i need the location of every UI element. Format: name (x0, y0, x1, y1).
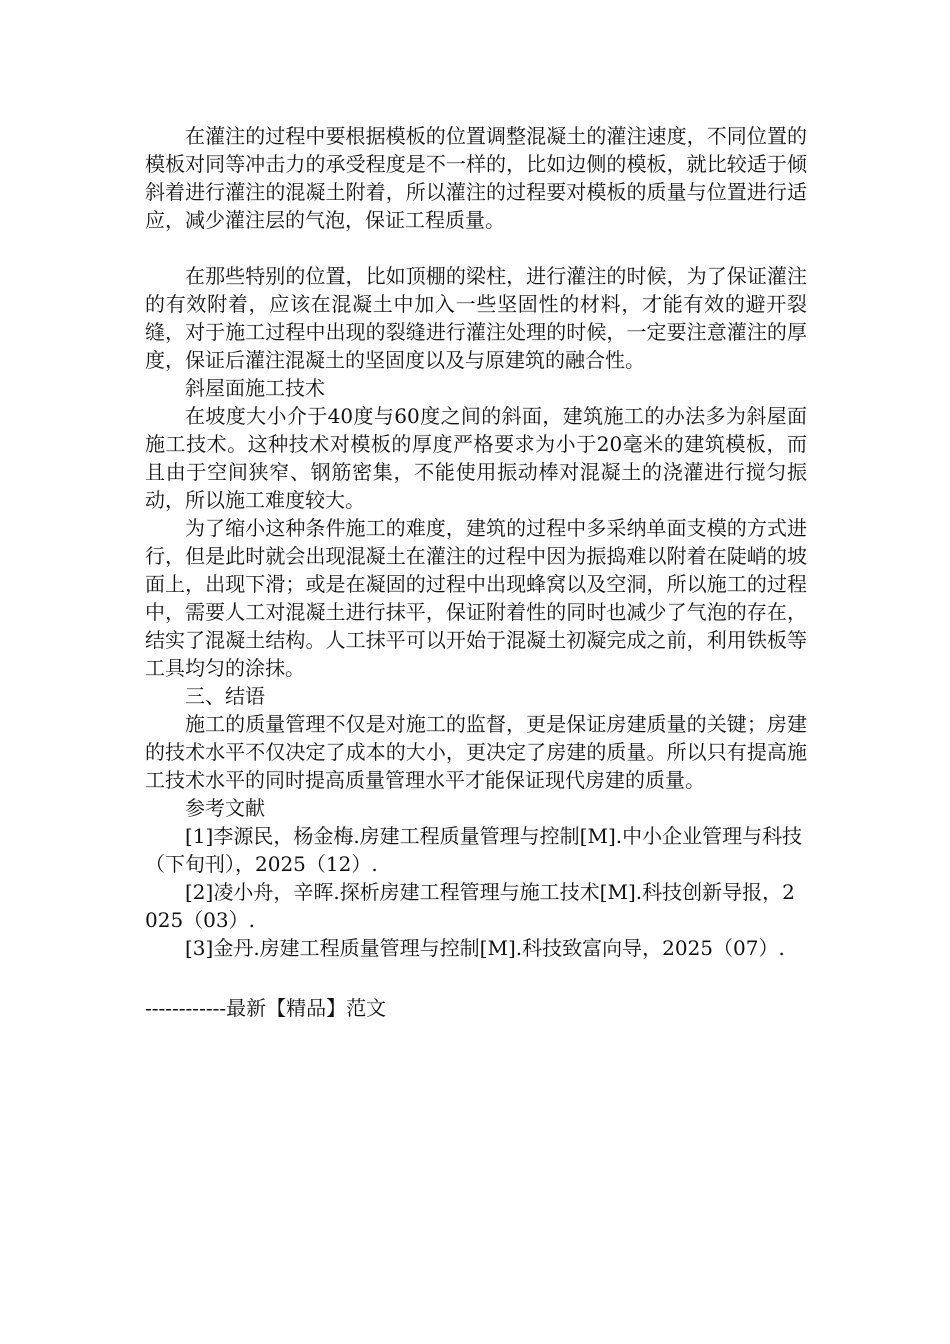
section-heading-slope-roof: 斜屋面施工技术 (185, 376, 325, 400)
footer-banner: ------------最新【精品】范文 (145, 996, 387, 1020)
paragraph-single-side-formwork: 为了缩小这种条件施工的难度，建筑的过程中多采纳单面支模的方式进行，但是此时就会出现混凝土在灌注的过程中因为振捣难以附着在陡峭的坡面上，出现下滑；或是在凝固的过程中出现蜂窝以及空洞，所以施工的过程中，需要人工对混凝土进行抹平，保证附着性的同时也减少了气泡的存在，结实了混凝土结构。人工抹平可以开始于混凝土初凝完成之前，利用铁板等工具均匀的涂抹。 (145, 516, 807, 680)
reference-item: [1]李源民，杨金梅.房建工程质量管理与控制[M].中小企业管理与科技（下旬刊），2025（12）. (145, 824, 803, 876)
reference-item: [2]凌小舟，辛晖.探析房建工程管理与施工技术[M].科技创新导报，2025（03）. (145, 880, 795, 932)
section-heading-conclusion: 三、结语 (185, 684, 265, 708)
paragraph-spacer (145, 234, 807, 262)
paragraph-slope-technique: 在坡度大小介于40度与60度之间的斜面，建筑施工的办法多为斜屋面施工技术。这种技术对模板的厚度严格要求为小于20毫米的建筑模板，而且由于空间狭窄、钢筋密集，不能使用振动棒对混凝土的浇灌进行搅匀振动，所以施工难度较大。 (145, 404, 807, 512)
paragraph-conclusion: 施工的质量管理不仅是对施工的监督，更是保证房建质量的关键；房建的技术水平不仅决定了成本的大小，更决定了房建的质量。所以只有提高施工技术水平的同时提高质量管理水平才能保证现代房建的质量。 (145, 712, 807, 792)
reference-item: [3]金丹.房建工程质量管理与控制[M].科技致富向导，2025（07）. (185, 936, 785, 960)
paragraph-special-positions: 在那些特别的位置，比如顶棚的梁柱，进行灌注的时候，为了保证灌注的有效附着，应该在混凝土中加入一些坚固性的材料，才能有效的避开裂缝，对于施工过程中出现的裂缝进行灌注处理的时候，一定要注意灌注的厚度，保证后灌注混凝土的坚固度以及与原建筑的融合性。 (145, 264, 807, 372)
section-heading-references: 参考文献 (185, 796, 265, 820)
paragraph-pouring-speed: 在灌注的过程中要根据模板的位置调整混凝土的灌注速度，不同位置的模板对同等冲击力的承受程度是不一样的，比如边侧的模板，就比较适于倾斜着进行灌注的混凝土附着，所以灌注的过程要对模板的质量与位置进行适应，减少灌注层的气泡，保证工程质量。 (145, 124, 807, 232)
document-body (145, 122, 807, 962)
